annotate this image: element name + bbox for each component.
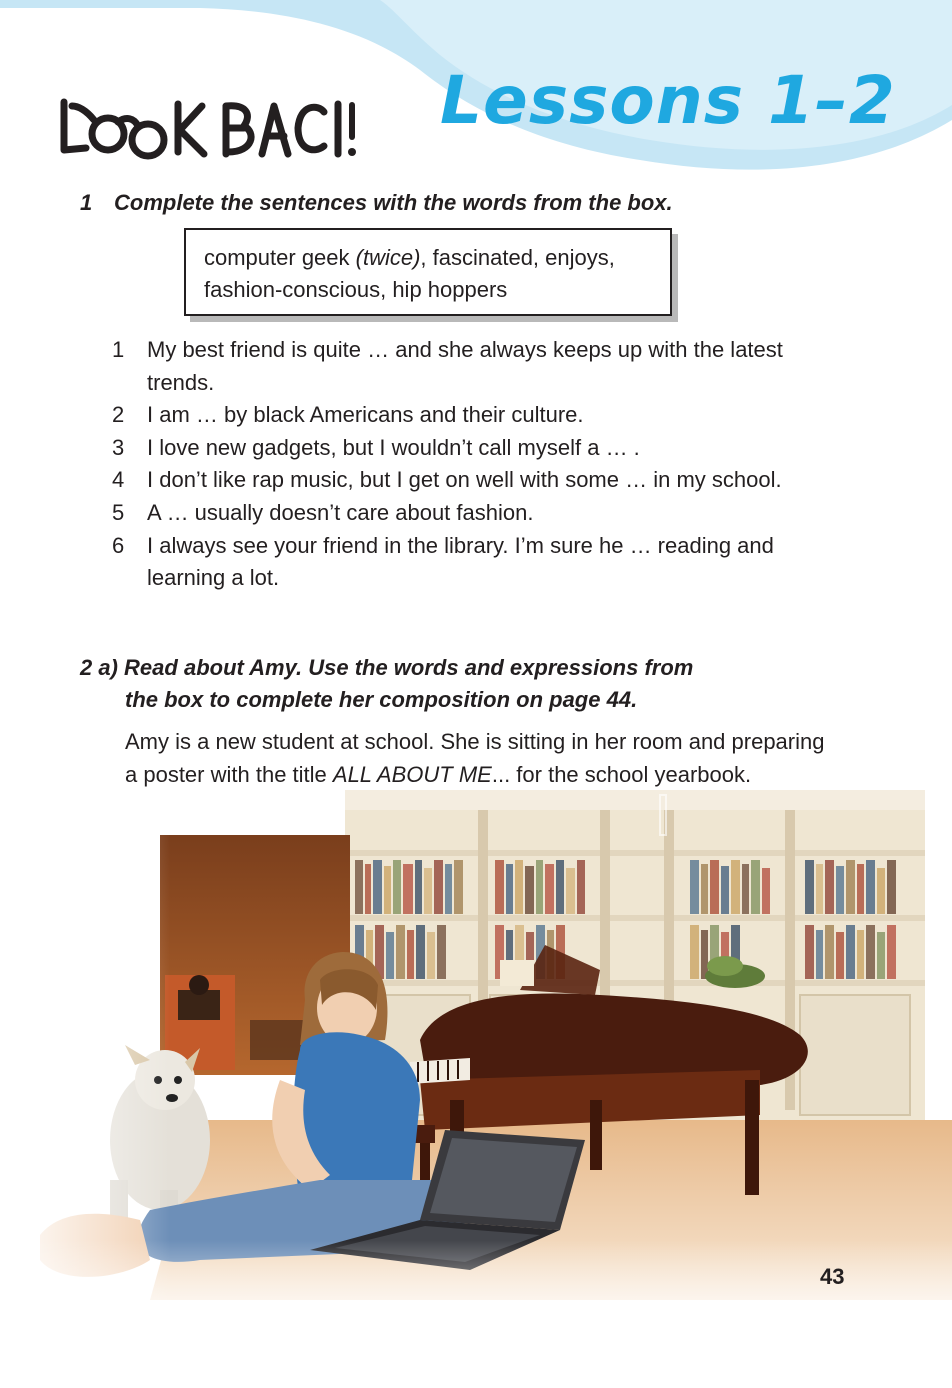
exercise-1-instruction: Complete the sentences with the words from the box. [114, 190, 673, 215]
item-number: 2 [112, 402, 125, 428]
exercise-1-heading [80, 187, 673, 219]
item-text: I am … by black Americans and their culture. [147, 402, 584, 428]
list-item [112, 334, 812, 399]
intro-italic-title: ALL ABOUT ME [332, 761, 492, 787]
item-number: 1 [112, 337, 125, 362]
item-number: 6 [112, 532, 125, 558]
exercise-2-label: 2 a) [80, 655, 118, 680]
list-item [112, 399, 812, 432]
word-box-text-1: computer geek [204, 245, 356, 270]
item-number: 3 [112, 434, 125, 460]
item-text: I always see your friend in the library. I’m sure he … reading and learning a lot. [147, 532, 774, 591]
item-text: I don’t like rap music, but I get on well with some … in my school. [147, 467, 782, 493]
intro-text-1: Amy is a new student at school. She is sitting in her room and preparing a poster with the title [125, 729, 825, 787]
look-back-logo [56, 92, 356, 172]
sentence-list [112, 334, 812, 595]
item-text: I love new gadgets, but I wouldn’t call myself a … . [147, 434, 640, 460]
word-box-text-2: , fascinated, enjoys, [420, 245, 615, 270]
word-box [184, 228, 672, 316]
room-illustration [0, 780, 952, 1340]
word-box-italic: (twice) [355, 245, 421, 270]
intro-text-2: ... for the school yearbook. [491, 761, 752, 787]
item-number: 5 [112, 499, 125, 525]
item-text: A … usually doesn’t care about fashion. [147, 499, 534, 525]
item-text: My best friend is quite … and she always keeps up with the latest trends. [147, 337, 783, 395]
exercise-2-intro [125, 726, 825, 791]
page-number: 43 [820, 1264, 845, 1289]
item-number: 4 [112, 467, 125, 493]
list-item [112, 497, 812, 530]
page-title: Lessons 1–2 [440, 62, 896, 139]
exercise-2-instruction-line-2: the box to complete her composition on page 44. [125, 687, 638, 712]
word-box-text-3: fashion-conscious, hip hoppers [204, 277, 508, 302]
exercise-1-number: 1 [80, 190, 93, 215]
exercise-2-instruction-line-1: Read about Amy. Use the words and expressions from [124, 655, 694, 680]
list-item [112, 432, 812, 465]
list-item [112, 530, 812, 595]
exercise-2-heading [80, 652, 693, 716]
list-item [112, 464, 812, 497]
